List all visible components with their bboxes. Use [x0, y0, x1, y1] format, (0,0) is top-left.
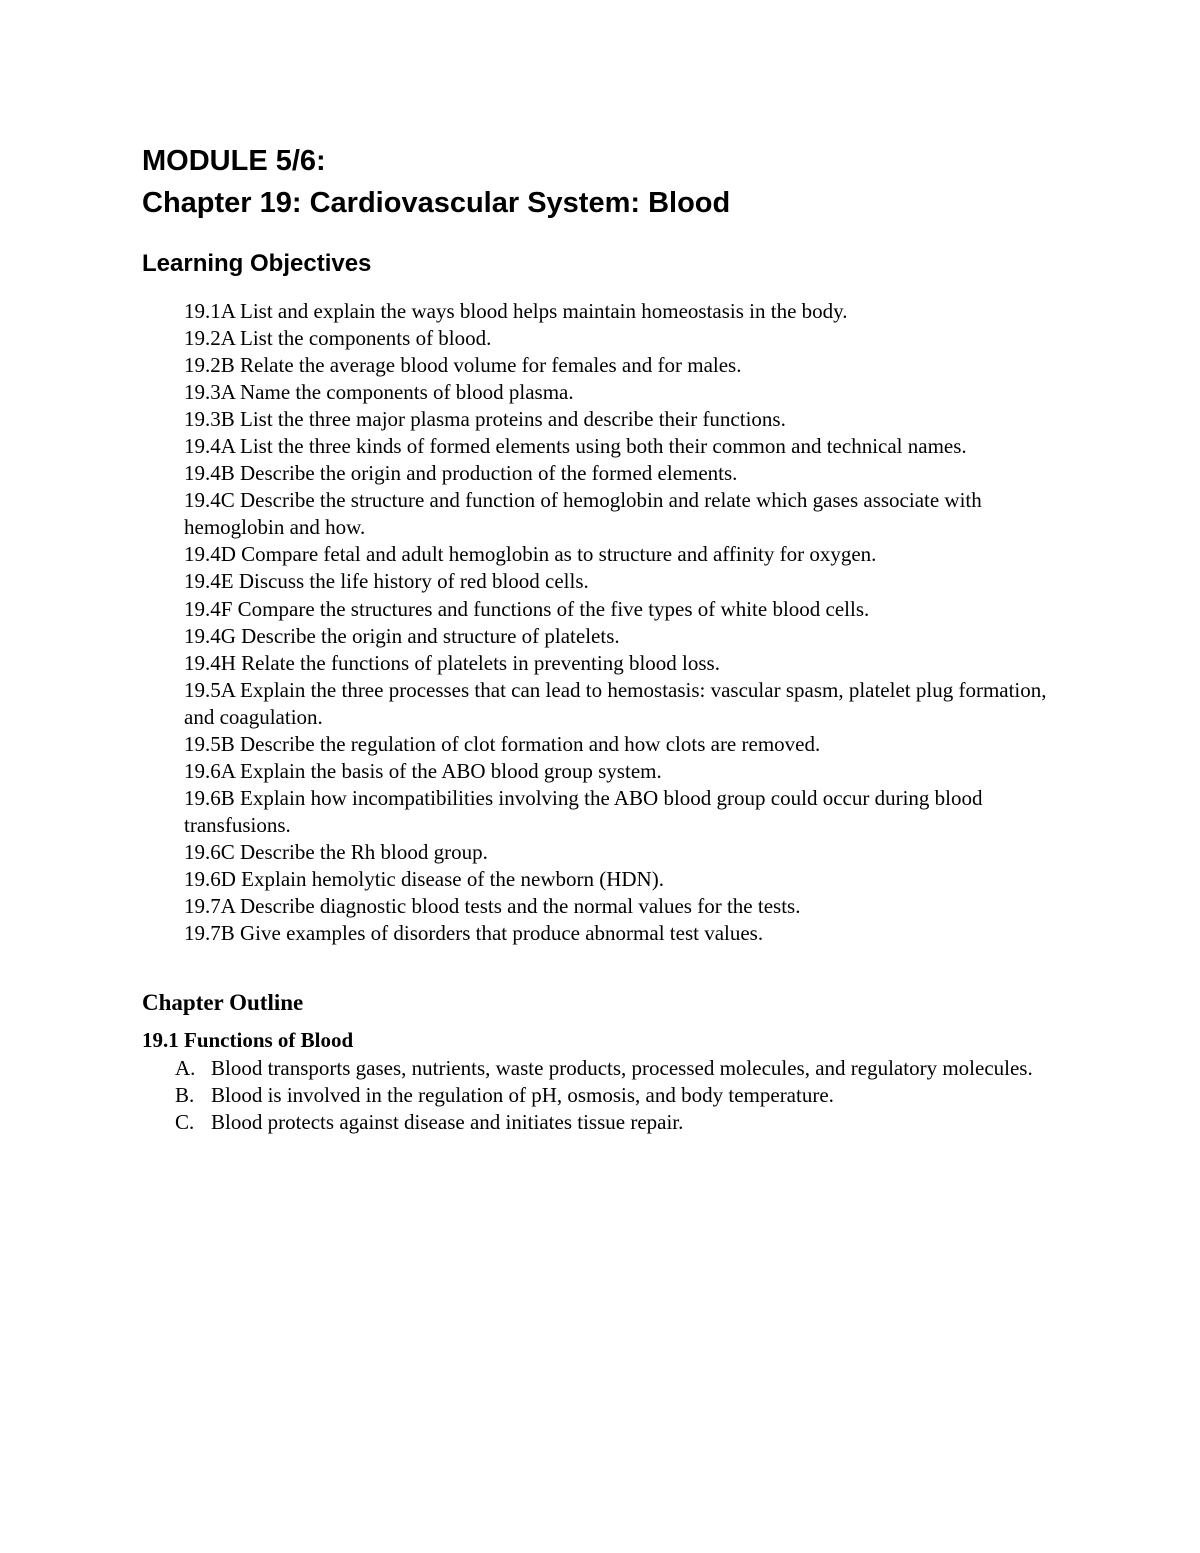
outline-item — [142, 1109, 1062, 1136]
chapter-title: Chapter 19: Cardiovascular System: Blood — [142, 187, 731, 219]
objective-item: 19.7A Describe diagnostic blood tests and the normal values for the tests. — [184, 894, 801, 919]
outline-section-list — [142, 1055, 1062, 1136]
objective-item: 19.2B Relate the average blood volume for females and for males. — [184, 353, 742, 378]
module-title: MODULE 5/6: — [142, 145, 326, 177]
objective-item: 19.2A List the components of blood. — [184, 326, 492, 351]
chapter-outline-heading: Chapter Outline — [142, 990, 304, 1016]
learning-objectives-list — [142, 298, 1062, 947]
objective-item: 19.5A Explain the three processes that can lead to hemostasis: vascular spasm, platelet plug formation, and coagulation. — [184, 677, 1047, 729]
outline-item-text: Blood protects against disease and initiates tissue repair. — [211, 1110, 684, 1135]
objective-item: 19.1A List and explain the ways blood helps maintain homeostasis in the body. — [184, 299, 848, 323]
learning-objectives-heading: Learning Objectives — [142, 250, 372, 277]
objective-item: 19.4A List the three kinds of formed elements using both their common and technical names. — [184, 434, 967, 459]
objective-item: 19.4E Discuss the life history of red blood cells. — [184, 569, 589, 594]
objective-item: 19.4F Compare the structures and functions of the five types of white blood cells. — [184, 596, 870, 621]
outline-item-text: Blood is involved in the regulation of pH, osmosis, and body temperature. — [211, 1083, 834, 1108]
outline-section-title: 19.1 Functions of Blood — [142, 1028, 354, 1053]
objective-item: 19.4G Describe the origin and structure of platelets. — [184, 623, 620, 648]
objective-item: 19.5B Describe the regulation of clot formation and how clots are removed. — [184, 731, 821, 756]
outline-item — [142, 1082, 1062, 1109]
objective-item: 19.4D Compare fetal and adult hemoglobin as to structure and affinity for oxygen. — [184, 542, 877, 567]
document-page — [142, 140, 1062, 1136]
objective-item: 19.4C Describe the structure and function of hemoglobin and relate which gases associate with hemoglobin and how. — [184, 488, 982, 540]
outline-item-marker: B. — [175, 1083, 195, 1108]
outline-item-marker: C. — [175, 1110, 195, 1135]
objective-item: 19.6B Explain how incompatibilities involving the ABO blood group could occur during blood transfusions. — [184, 785, 983, 837]
objective-item: 19.6C Describe the Rh blood group. — [184, 839, 488, 864]
objective-item: 19.4B Describe the origin and production of the formed elements. — [184, 461, 738, 486]
objective-item: 19.3B List the three major plasma proteins and describe their functions. — [184, 407, 786, 432]
outline-item-marker: A. — [175, 1056, 196, 1081]
outline-item — [142, 1055, 1062, 1082]
objective-item: 19.3A Name the components of blood plasma. — [184, 380, 574, 405]
objective-item: 19.6A Explain the basis of the ABO blood group system. — [184, 758, 662, 783]
objective-item: 19.7B Give examples of disorders that produce abnormal test values. — [184, 921, 764, 946]
outline-item-text: Blood transports gases, nutrients, waste products, processed molecules, and regulatory molecules. — [211, 1056, 1033, 1081]
objective-item: 19.6D Explain hemolytic disease of the newborn (HDN). — [184, 866, 664, 891]
objective-item: 19.4H Relate the functions of platelets in preventing blood loss. — [184, 650, 720, 675]
document-title — [142, 140, 1062, 224]
